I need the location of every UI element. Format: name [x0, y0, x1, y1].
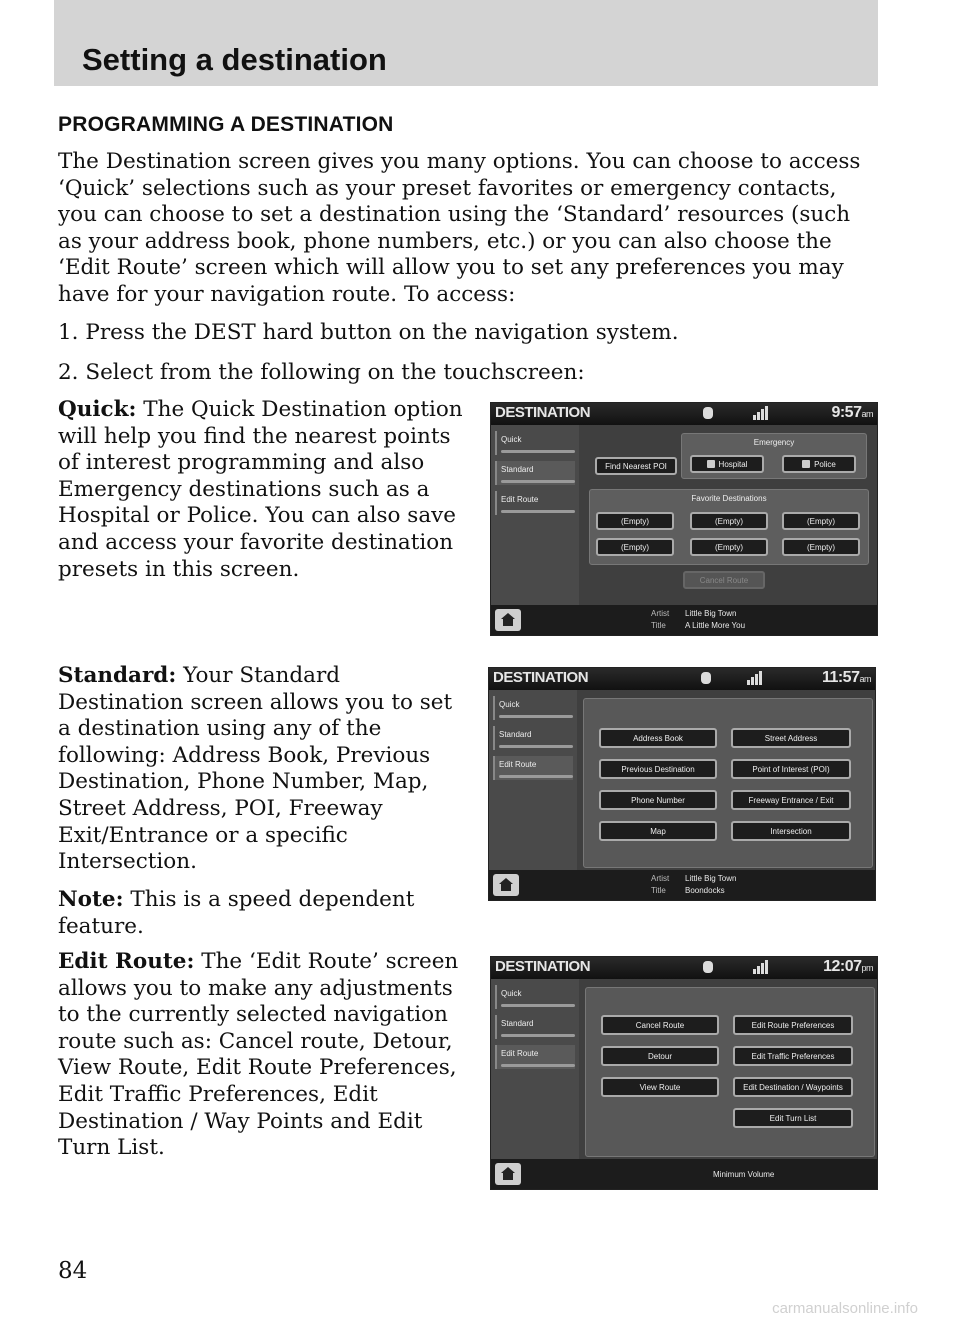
street-address-button[interactable]: Street Address: [731, 728, 851, 748]
note-text: This is a speed dependent feature.: [58, 887, 415, 939]
screen-topbar: [491, 403, 877, 425]
edit-options-panel: [585, 987, 875, 1157]
gps-icon: [703, 961, 713, 973]
screen-topbar: [489, 668, 875, 690]
screen-sidebar: [489, 690, 577, 870]
detour-button[interactable]: Detour: [601, 1046, 719, 1066]
signal-icon: [753, 406, 769, 420]
screen-topbar: [491, 957, 877, 979]
quick-label: Quick:: [58, 397, 137, 422]
edit-route-description: [58, 949, 468, 1162]
favorite-slot-3[interactable]: (Empty): [782, 512, 860, 530]
hospital-icon: [707, 460, 715, 468]
signal-icon: [753, 960, 769, 974]
edit-turn-list-button[interactable]: Edit Turn List: [733, 1108, 853, 1128]
screen-sidebar: [491, 425, 579, 605]
standard-destination-screen: [488, 667, 876, 901]
freeway-entrance-exit-button[interactable]: Freeway Entrance / Exit: [731, 790, 851, 810]
artist-line: Artist Little Big Town: [651, 874, 737, 883]
standard-label: Standard:: [58, 663, 177, 688]
step-2: 2. Select from the following on the touchscreen:: [58, 360, 585, 385]
map-button[interactable]: Map: [599, 821, 717, 841]
home-button[interactable]: [495, 1163, 521, 1185]
favorites-title: Favorite Destinations: [691, 494, 767, 503]
hospital-button[interactable]: Hospital: [690, 455, 764, 473]
tab-standard[interactable]: Standard: [495, 461, 575, 485]
section-heading: PROGRAMMING A DESTINATION: [58, 113, 394, 136]
edit-route-label: Edit Route:: [58, 949, 195, 974]
step-1: 1. Press the DEST hard button on the navigation system.: [58, 320, 679, 345]
intersection-button[interactable]: Intersection: [731, 821, 851, 841]
edit-destination-waypoints-button[interactable]: Edit Destination / Waypoints: [733, 1077, 853, 1097]
gps-icon: [703, 407, 713, 419]
tab-quick[interactable]: Quick: [495, 985, 575, 1009]
tab-quick[interactable]: Quick: [493, 696, 573, 720]
screen-bottombar: [489, 870, 875, 900]
tab-quick[interactable]: Quick: [495, 431, 575, 455]
home-button[interactable]: [493, 874, 519, 896]
cancel-route-button[interactable]: Cancel Route: [601, 1015, 719, 1035]
tab-edit-route[interactable]: Edit Route: [495, 491, 575, 515]
previous-destination-button[interactable]: Previous Destination: [599, 759, 717, 779]
cancel-route-button[interactable]: Cancel Route: [683, 571, 765, 589]
screen-sidebar: [491, 979, 579, 1159]
edit-route-screen: [490, 956, 878, 1190]
view-route-button[interactable]: View Route: [601, 1077, 719, 1097]
volume-status: Minimum Volume: [713, 1170, 775, 1179]
favorite-slot-4[interactable]: (Empty): [596, 538, 674, 556]
home-button[interactable]: [495, 609, 521, 631]
gps-icon: [701, 672, 711, 684]
edit-route-preferences-button[interactable]: Edit Route Preferences: [733, 1015, 853, 1035]
clock: 12:07pm: [823, 958, 873, 975]
standard-text: Your Standard Destination screen allows you to set a destination using any of the following: Address Book, Previous Destination, Phone Number, Map, Street Address, POI, Freeway Exit/Entrance or a specific Intersection.: [58, 663, 453, 875]
find-nearest-poi-button[interactable]: Find Nearest POI: [595, 457, 677, 475]
screen-bottombar: [491, 1159, 877, 1189]
quick-description: [58, 397, 468, 583]
tab-standard[interactable]: Standard: [495, 1015, 575, 1039]
favorite-slot-5[interactable]: (Empty): [690, 538, 768, 556]
phone-number-button[interactable]: Phone Number: [599, 790, 717, 810]
note-label: Note:: [58, 887, 124, 912]
poi-button[interactable]: Point of Interest (POI): [731, 759, 851, 779]
clock: 9:57am: [831, 404, 873, 421]
standard-options-panel: [583, 698, 873, 868]
quick-destination-screen: [490, 402, 878, 636]
favorites-panel: [589, 489, 869, 565]
favorite-slot-1[interactable]: (Empty): [596, 512, 674, 530]
emergency-title: Emergency: [753, 438, 795, 447]
screen-bottombar: [491, 605, 877, 635]
standard-description: [58, 663, 468, 876]
title-line: Title Boondocks: [651, 886, 725, 895]
edit-traffic-preferences-button[interactable]: Edit Traffic Preferences: [733, 1046, 853, 1066]
clock: 11:57am: [821, 669, 871, 686]
home-icon: [500, 1166, 516, 1181]
emergency-panel: [681, 433, 867, 479]
page-header-title: Setting a destination: [82, 42, 387, 77]
screen-title: DESTINATION: [493, 669, 589, 686]
favorite-slot-2[interactable]: (Empty): [690, 512, 768, 530]
intro-paragraph: The Destination screen gives you many options. You can choose to access ‘Quick’ selections such as your preset favorites or emergency contacts, you can choose to set a destination using the ‘Standard’ resources (such as your address book, phone numbers, etc.) or you can also choose the ‘Edit Route’ screen which will allow you to set any preferences you may have for your navigation route. To access:: [58, 149, 861, 307]
artist-line: Artist Little Big Town: [651, 609, 737, 618]
quick-text: The Quick Destination option will help you find the nearest points of interest programming and also Emergency destinations such as a Hospital or Police. You can also save and access your favorite destination presets in this screen.: [58, 397, 463, 582]
address-book-button[interactable]: Address Book: [599, 728, 717, 748]
title-line: Title A Little More You: [651, 621, 746, 630]
watermark: carmanualsonline.info: [772, 1300, 918, 1317]
home-icon: [498, 877, 514, 892]
police-icon: [802, 460, 810, 468]
screen-title: DESTINATION: [495, 404, 591, 421]
favorite-slot-6[interactable]: (Empty): [782, 538, 860, 556]
page-number: 84: [58, 1258, 88, 1284]
note-description: [58, 887, 468, 940]
screen-title: DESTINATION: [495, 958, 591, 975]
tab-edit-route[interactable]: Edit Route: [493, 756, 573, 780]
tab-edit-route[interactable]: Edit Route: [495, 1045, 575, 1069]
home-icon: [500, 612, 516, 627]
police-button[interactable]: Police: [782, 455, 856, 473]
tab-standard[interactable]: Standard: [493, 726, 573, 750]
signal-icon: [747, 671, 763, 685]
edit-route-text: The ‘Edit Route’ screen allows you to make any adjustments to the currently selected navigation route such as: Cancel route, Detour, View Route, Edit Route Preferences, Edit Traffic Preferences, Edit Destination / Way Points and Edit Turn List.: [58, 949, 459, 1161]
